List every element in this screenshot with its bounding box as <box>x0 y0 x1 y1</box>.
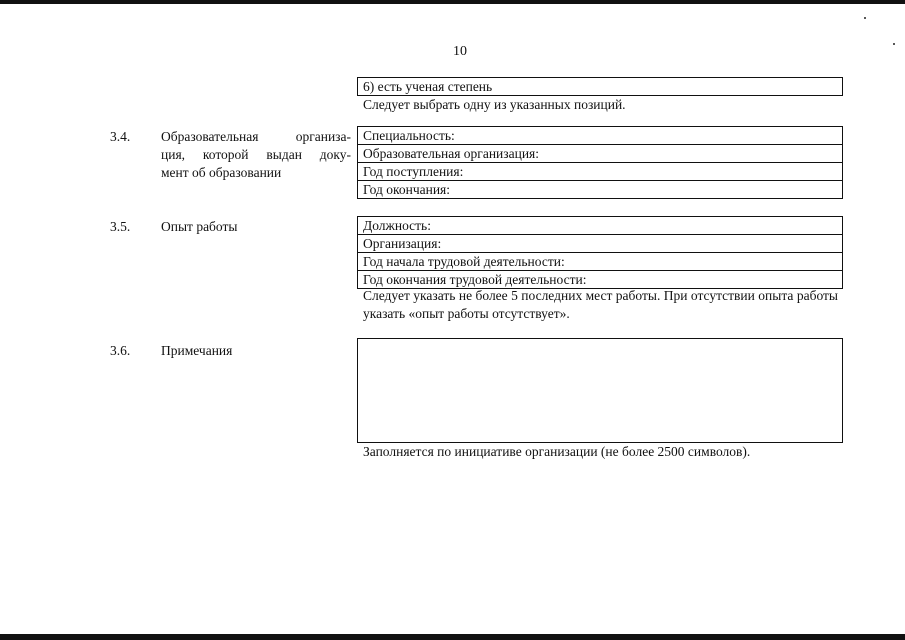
item-3-4-label-line: мент об образовании <box>161 165 282 180</box>
notes-textarea-box[interactable] <box>357 338 843 443</box>
work-field-position[interactable]: Должность: <box>358 217 842 235</box>
education-field-end-year[interactable]: Год окончания: <box>363 182 451 197</box>
scan-bottom-edge <box>0 634 905 640</box>
degree-option-box[interactable] <box>357 77 843 96</box>
work-fields-box <box>357 216 843 289</box>
item-3-6-number: 3.6. <box>110 343 131 358</box>
item-3-4-label-line: ция, которой выдан доку- <box>161 147 351 162</box>
item-3-6-label: Примечания <box>161 343 233 358</box>
scan-speck <box>893 43 895 45</box>
work-field-start-year[interactable]: Год начала трудовой деятельности: <box>358 253 842 271</box>
degree-option: 6) есть ученая степень <box>363 79 493 94</box>
education-field-start-year[interactable]: Год поступления: <box>358 163 842 181</box>
scan-top-edge <box>0 0 905 4</box>
item-3-4-label-line: Образовательная организа- <box>161 129 351 144</box>
item-3-4-number: 3.4. <box>110 129 131 144</box>
education-fields-box <box>357 126 843 199</box>
work-note: Следует указать не более 5 последних мест работы. При отсутствии опыта работы указать «опыт работы отсутствует». <box>363 288 838 321</box>
item-3-5-label: Опыт работы <box>161 219 238 234</box>
item-3-4-label <box>161 128 351 182</box>
work-field-end-year[interactable]: Год окончания трудовой деятельности: <box>363 272 587 287</box>
scan-speck <box>864 17 866 19</box>
work-field-organization[interactable]: Организация: <box>358 235 842 253</box>
page-number: 10 <box>453 44 467 59</box>
item-3-5-number: 3.5. <box>110 219 131 234</box>
degree-note: Следует выбрать одну из указанных позиций. <box>363 97 626 112</box>
education-field-organization[interactable]: Образовательная организация: <box>358 145 842 163</box>
notes-hint: Заполняется по инициативе организации (не более 2500 символов). <box>363 444 751 459</box>
education-field-specialty[interactable]: Специальность: <box>358 127 842 145</box>
